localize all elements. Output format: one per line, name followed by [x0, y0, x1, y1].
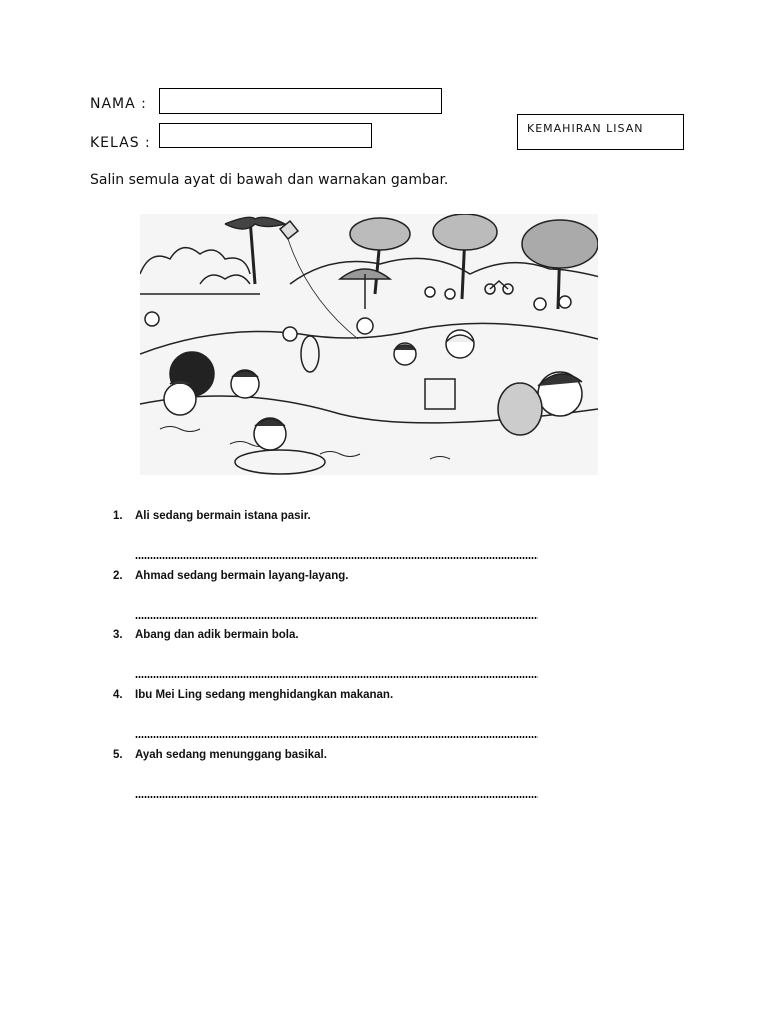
question-5-number: 5.: [113, 749, 123, 761]
question-3-text: Abang dan adik bermain bola.: [135, 629, 299, 641]
instruction-text: Salin semula ayat di bawah dan warnakan gambar.: [90, 172, 449, 188]
question-1: [113, 510, 311, 522]
question-4: [113, 689, 393, 701]
class-field[interactable]: [159, 123, 372, 148]
skill-tag: [517, 114, 684, 150]
question-1-number: 1.: [113, 510, 123, 522]
question-2: [113, 570, 348, 582]
question-4-number: 4.: [113, 689, 123, 701]
question-5: [113, 749, 327, 761]
name-field[interactable]: [159, 88, 442, 114]
answer-line-5[interactable]: [135, 796, 538, 798]
question-3: [113, 629, 299, 641]
question-5-text: Ayah sedang menunggang basikal.: [135, 749, 327, 761]
class-label: KELAS :: [90, 135, 151, 151]
skill-tag-text: KEMAHIRAN LISAN: [527, 122, 644, 135]
answer-line-1[interactable]: [135, 557, 538, 559]
question-1-text: Ali sedang bermain istana pasir.: [135, 510, 311, 522]
question-3-number: 3.: [113, 629, 123, 641]
answer-line-4[interactable]: [135, 736, 538, 738]
beach-scene-illustration: [140, 214, 598, 475]
answer-line-2[interactable]: [135, 617, 538, 619]
name-label: NAMA :: [90, 96, 147, 112]
answer-line-3[interactable]: [135, 676, 538, 678]
question-2-number: 2.: [113, 570, 123, 582]
question-2-text: Ahmad sedang bermain layang-layang.: [135, 570, 349, 582]
question-4-text: Ibu Mei Ling sedang menghidangkan makanan.: [135, 689, 394, 701]
